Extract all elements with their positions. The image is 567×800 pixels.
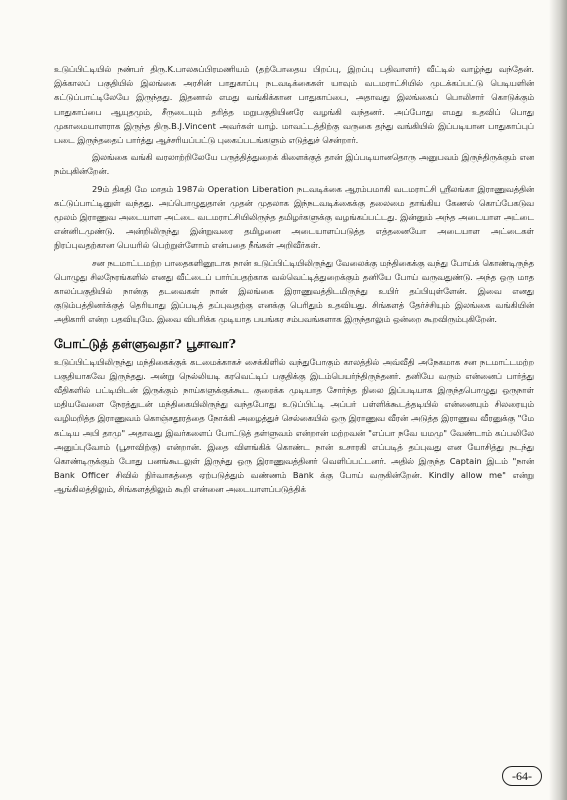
paragraph-4: சன நடமாட்டமற்ற பாதைகளினூடாக நான் உடுப்பிட்டியிலிருந்து வேலைக்கு மந்திகைக்கு வந்து போய்க் கொண்டிருந்த பொழுது சிலநேரங்களில் எனது வீட்டைப் பார்ப்பதற்காக வல்வெட்டித்துறைக்கும் தனியே போய் வருவதுண்டு. அந்த ஒரு மாத காலப்பகுதியில் நான்கு தடவைகள் நான் இலங்கை இராணுவத்திடமிருந்து உயிர் தப்பியுள்ளேன். இவை எனது குடும்பத்தினர்க்குத் தெரியாது இப்படித் தப்புவதற்கு எனக்கு பெரிதும் உதவியது. சிங்களத் தேர்ச்சியும் இலங்கை வங்கியின் அதிகாரி என்ற பதவியுமே. இவை விபரிக்க முடியாத பயங்கர சம்பவங்களாக இருந்தாலும் ஒன்றை கூறவிரும்புகிறேன். [54, 257, 534, 325]
page-number: -64- [502, 766, 542, 786]
paragraph-2: இலங்கை வங்கி வரலாற்றிலேயே பருத்தித்துறைக் கிளைக்குத் தான் இப்படியானதொரு அனுபவம் இருந்திருக்கும் என நம்புகின்றேன். [54, 152, 534, 177]
section-heading: போட்டுத் தள்ளுவதா? பூசாவா? [54, 335, 237, 351]
binding-shadow [549, 0, 567, 800]
paragraph-1: உடுப்பிட்டியில் நண்பர் திரு.K.பாலசுப்பிரமணியம் (தற்போதைய பிறப்பு, இறப்பு பதிவாளர்) வீட்டில் வாழ்ந்து வந்தேன். இக்காலப் பகுதியில் இலங்கை அரசின் பாதுகாப்பு நடவடிக்கைகள் யாவும் வடமராட்சியில் முடக்கப்பட்டு பெடியளின் கட்டுப்பாட்டிலேயே இருந்தது. இதனால் எமது வங்கிக்கான பாதுகாப்பை, அதாவது இலங்கைப் பொலிசார் கொடுக்கும் பாதுகாப்பை ஆயுதமும், சீருடையும் தரித்த மறுபகுதியினரே வழங்கி வந்தனர். அப்போது எமது உதவிப் பொது முகாமையாளராக இருந்த திரு.B.J.Vincent அவர்கள் யாழ். மாவட்டத்திற்கு வருகை தந்து வங்கியில் இப்படியான பாதுகாப்புப் படை இருந்ததைப் பார்த்து ஆச்சரியப்பட்டு புகைப்படங்களும் எடுத்துச் சென்றார். [54, 64, 534, 146]
page-body [54, 62, 534, 752]
paragraph-5: உடுப்பிட்டியிலிருந்து மந்திகைக்குக் கடமைக்காகச் சைக்கிளில் வந்துபோகும் காலத்தில் அவ்வீதி அநேகமாக சன நடமாட்டமற்ற பகுதியாகவே இருந்தது. அன்று நெல்லியடி கரவெட்டிப் பகுதிக்கு இடம்பெயர்ந்திருந்தனர். தனியே வரும் என்னைப் பார்த்து வீதிகளில் பட்டியிடன் இருக்கும் நாய்களுக்குக்கூட குரைக்க முடியாத சோர்ந்த நிலை இப்படியாக இருந்தபொழுது ஒருநாள் மதியவேளை நேரத்துடன் மந்திகையிலிருந்து வந்தபோது உடுப்பிட்டி அப்பர் பள்ளிக்கூடத்தடியில் என்னையும் சிலரையும் வழிமறித்த இராணுவம் கொஞ்சதூரத்தை நோக்கி அழைத்துச் செல்கையில் ஒரு இராணுவ வீரன் அடுத்த இராணுவ வீரனுக்கு "மே கட்டிய அபி தாமு" அதாவது இவர்களைப் போட்டுத் தள்ளுவம் என்றான் மற்றவன் "எப்பா நவே யமமு" வேண்டாம் கப்பலிலே அனுப்புவோம் (பூசாவிற்கு) என்றான். இதை விளங்கிக் கொண்ட நான் உசாரகி எப்படித் தப்புவது என யோசித்து நடந்து கொண்டிருக்கும் போது பனங்கூடலுள் இருந்து ஒரு இராணுவத்தினர் வெளிப்பட்டனர். அதில் இருந்த Captain இடம் "நான் Bank Officer சிவில் நிர்வாகத்தை ஏற்படுத்தும் வண்ணம் Bank க்கு போய் வருகின்றேன். Kindly allow me" என்று ஆங்கிலத்திலும், சிங்களத்திலும் கூறி என்னை அடையாளப்படுத்திக் [54, 356, 534, 495]
paragraph-3: 29ம் திகதி மே மாதம் 1987ல் Operation Liberation நடவடிக்கை ஆரம்பமாகி வடமராட்சி ஸ்ரீலங்கா இராணுவத்தின் கட்டுப்பாட்டினுள் வந்தது. அப்பொழுதுதான் முதன் முதலாக இந்நடவடிக்கைக்கு தலைமை தாங்கிய கேணல் கொப்பேகடுவ மூலம் இராணுவ அடையாள அட்டை வடமராட்சியிலிருந்த தமிழர்களுக்கு வழங்கப்பட்டது. இன்னும் அந்த அடையாள அட்டை என்னிடமுண்டு. அன்றிலிருந்து இன்றுவரை தமிழனை அடையாளப்படுத்த எத்தனையோ அடையாள அட்டைகள் நிரப்புவதற்கான பெயரில் பெற்றுள்ளோம் என்பதை நீங்கள் அறிவீர்கள். [54, 183, 534, 251]
